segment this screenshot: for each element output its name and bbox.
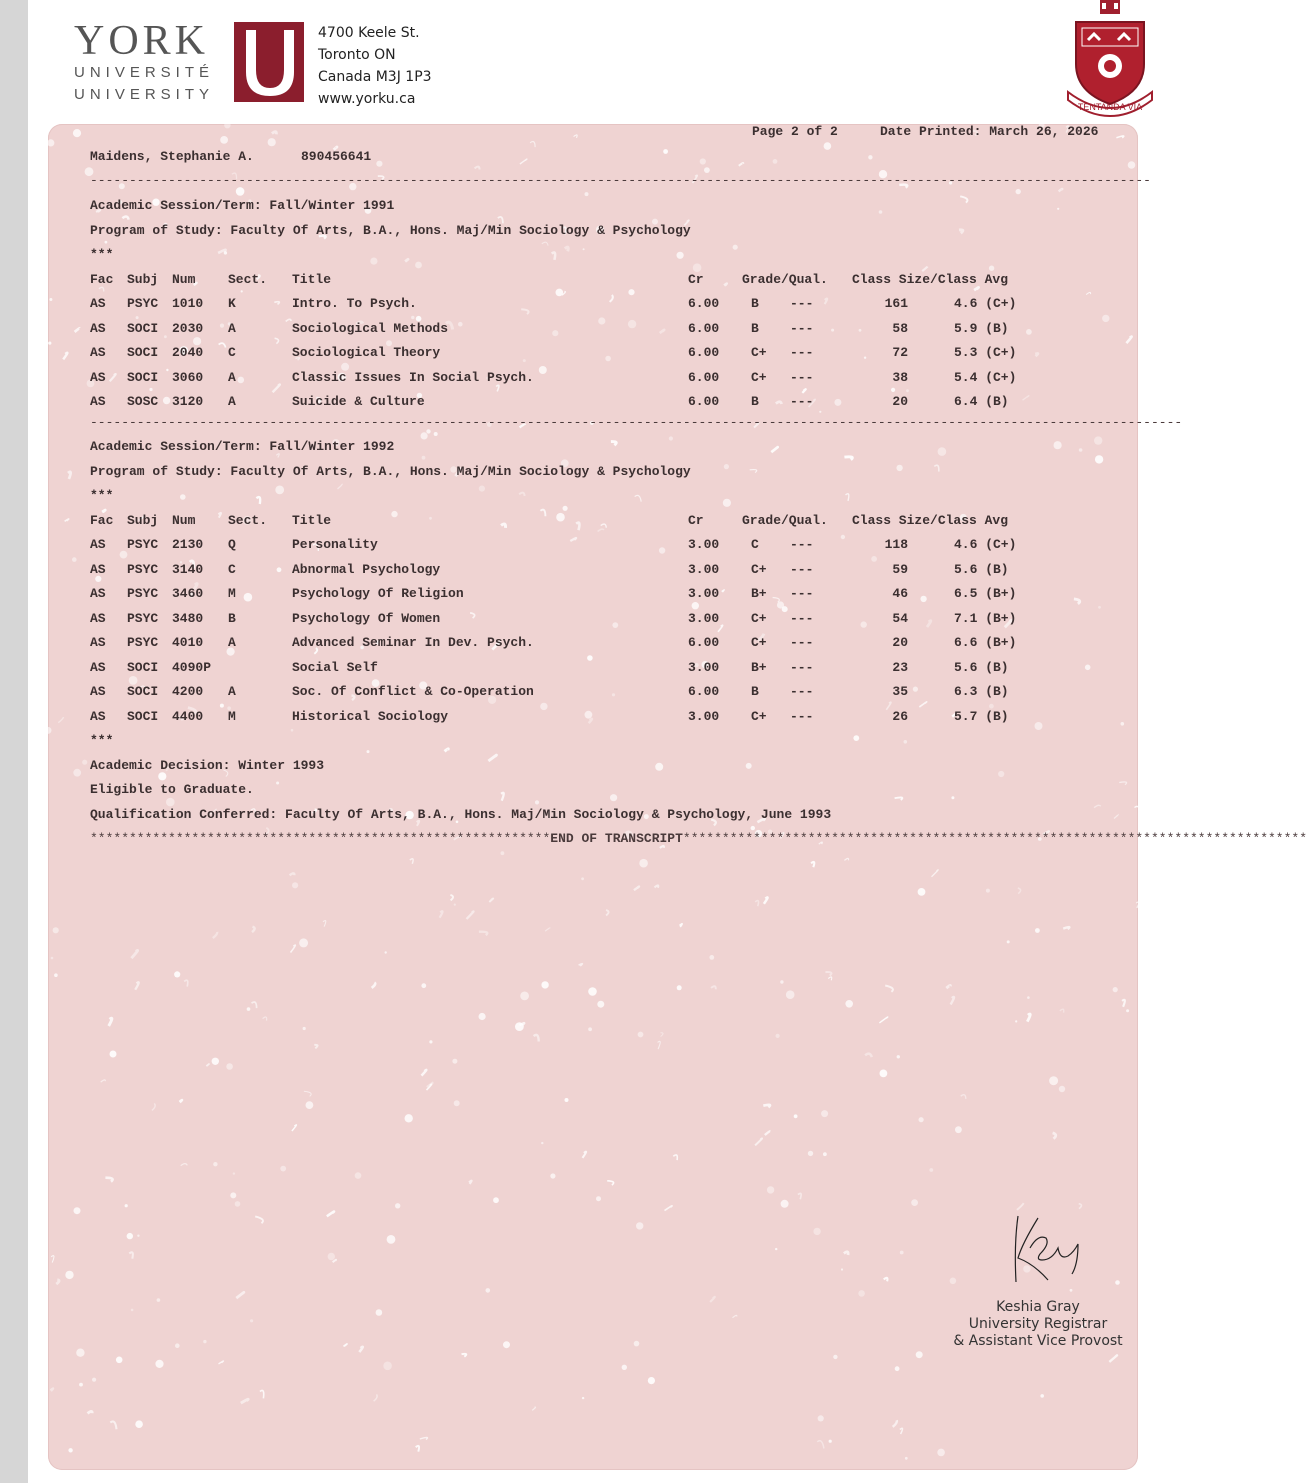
column-header: Cr [688, 271, 704, 287]
course-credit: 6.00 [688, 394, 720, 409]
course-class-avg: 7.1 (B+) [954, 610, 1017, 626]
course-fac: AS [90, 561, 106, 577]
course-fac: AS [90, 296, 106, 311]
address-line: Toronto ON [318, 47, 396, 63]
course-qual: --- [790, 708, 814, 724]
course-class-avg: 6.3 (B) [954, 684, 1009, 699]
course-qual: --- [790, 586, 814, 601]
session-term: Academic Session/Term: Fall/Winter 1992 [90, 439, 395, 454]
course-num: 4010 [172, 635, 204, 650]
address-line: 4700 Keele St. [318, 25, 420, 41]
course-class-size: 20 [892, 635, 908, 650]
course-title: Abnormal Psychology [292, 561, 441, 577]
course-credit: 3.00 [688, 561, 720, 577]
column-header: Cr [688, 512, 704, 528]
column-header: Class Size/Class Avg [852, 271, 1009, 287]
course-fac: AS [90, 345, 106, 360]
course-num: 3460 [172, 586, 204, 601]
course-fac: AS [90, 394, 106, 409]
course-class-size: 161 [884, 296, 908, 311]
course-qual: --- [790, 296, 814, 311]
transcript-paper [48, 124, 1307, 1470]
course-sect: C [228, 345, 236, 360]
course-class-avg: 4.6 (C+) [954, 296, 1017, 311]
crest-motto: TENTANDA VIA [1077, 102, 1143, 112]
course-subj: PSYC [127, 610, 159, 626]
course-class-avg: 6.4 (B) [954, 394, 1009, 409]
course-fac: AS [90, 537, 106, 552]
course-class-avg: 6.6 (B+) [954, 635, 1017, 650]
course-num: 4400 [172, 708, 204, 724]
column-header: Title [292, 271, 332, 287]
registrar-signature [978, 1204, 1098, 1294]
registrar-name: Keshia Gray [996, 1299, 1080, 1315]
course-qual: --- [790, 369, 814, 385]
course-credit: 6.00 [688, 320, 720, 336]
course-grade: C [751, 537, 759, 552]
course-grade: C+ [751, 345, 767, 360]
qualification-conferred: Qualification Conferred: Faculty Of Arts, B.A., Hons. Maj/Min Sociology & Psychology, June 1993 [90, 806, 832, 822]
course-credit: 6.00 [688, 684, 720, 699]
course-title: Historical Sociology [292, 708, 449, 724]
course-credit: 3.00 [688, 708, 720, 724]
course-class-size: 20 [892, 394, 908, 409]
course-num: 2040 [172, 345, 204, 360]
course-num: 3140 [172, 561, 204, 577]
registrar-title: & Assistant Vice Provost [953, 1333, 1123, 1349]
course-class-size: 23 [892, 659, 908, 675]
course-sect: A [228, 394, 236, 409]
course-class-avg: 5.4 (C+) [954, 369, 1017, 385]
university-crest-icon [1066, 0, 1154, 120]
course-qual: --- [790, 684, 814, 699]
course-sect: K [228, 296, 236, 311]
course-num: 1010 [172, 296, 204, 311]
course-title: Intro. To Psych. [292, 296, 417, 311]
course-credit: 3.00 [688, 659, 720, 675]
end-of-transcript-line: ***********************************************************END OF TRANSCRIPT******************************************************************************** [90, 831, 1307, 846]
course-credit: 6.00 [688, 345, 720, 360]
course-sect: A [228, 635, 236, 650]
column-header: Sect. [228, 271, 268, 287]
york-u-logo-icon [234, 22, 304, 102]
course-grade: B [751, 394, 759, 409]
course-title: Classic Issues In Social Psych. [292, 369, 534, 385]
course-subj: PSYC [127, 635, 159, 650]
section-marker: *** [90, 488, 114, 503]
address-line: www.yorku.ca [318, 91, 416, 107]
course-num: 2130 [172, 537, 204, 552]
course-fac: AS [90, 635, 106, 650]
course-grade: C+ [751, 635, 767, 650]
course-fac: AS [90, 610, 106, 626]
course-qual: --- [790, 561, 814, 577]
course-grade: C+ [751, 561, 767, 577]
section-marker: *** [90, 733, 114, 748]
course-num: 4090P [172, 659, 212, 675]
course-grade: B [751, 296, 759, 311]
course-sect: B [228, 610, 236, 626]
course-subj: PSYC [127, 296, 159, 311]
program-of-study: Program of Study: Faculty Of Arts, B.A., Hons. Maj/Min Sociology & Psychology [90, 222, 691, 238]
column-header: Grade/Qual. [742, 271, 828, 287]
course-class-size: 59 [892, 561, 908, 577]
course-class-avg: 6.5 (B+) [954, 586, 1017, 601]
column-header: Grade/Qual. [742, 512, 828, 528]
course-class-avg: 5.6 (B) [954, 561, 1009, 577]
course-class-avg: 5.7 (B) [954, 708, 1009, 724]
course-subj: SOCI [127, 684, 159, 699]
course-subj: SOCI [127, 659, 159, 675]
course-qual: --- [790, 610, 814, 626]
course-grade: C+ [751, 610, 767, 626]
course-qual: --- [790, 537, 814, 552]
course-subj: PSYC [127, 537, 159, 552]
course-title: Psychology Of Religion [292, 586, 464, 601]
column-header: Fac [90, 512, 114, 528]
course-fac: AS [90, 708, 106, 724]
course-subj: SOSC [127, 394, 159, 409]
course-title: Sociological Methods [292, 320, 449, 336]
course-subj: PSYC [127, 561, 159, 577]
course-title: Suicide & Culture [292, 394, 425, 409]
course-title: Personality [292, 537, 378, 552]
course-class-avg: 4.6 (C+) [954, 537, 1017, 552]
course-subj: PSYC [127, 586, 159, 601]
section-marker: *** [90, 247, 114, 262]
course-qual: --- [790, 635, 814, 650]
course-title: Psychology Of Women [292, 610, 441, 626]
student-name: Maidens, Stephanie A. [90, 149, 254, 164]
york-logo [74, 20, 224, 106]
registrar-title: University Registrar [968, 1316, 1108, 1332]
session-term: Academic Session/Term: Fall/Winter 1991 [90, 198, 395, 213]
york-logo-line1: UNIVERSITÉ [74, 64, 215, 81]
student-id: 890456641 [301, 149, 372, 164]
course-sect: A [228, 320, 236, 336]
course-grade: B+ [751, 659, 767, 675]
date-printed: Date Printed: March 26, 2026 [880, 124, 1099, 139]
course-subj: SOCI [127, 320, 159, 336]
course-subj: SOCI [127, 369, 159, 385]
course-sect: M [228, 586, 236, 601]
course-class-size: 38 [892, 369, 908, 385]
course-grade: B+ [751, 586, 767, 601]
course-num: 3120 [172, 394, 204, 409]
program-of-study: Program of Study: Faculty Of Arts, B.A., Hons. Maj/Min Sociology & Psychology [90, 463, 691, 479]
course-sect: M [228, 708, 236, 724]
course-credit: 3.00 [688, 537, 720, 552]
end-of-transcript-label: END OF TRANSCRIPT [550, 831, 683, 846]
column-header: Class Size/Class Avg [852, 512, 1009, 528]
university-address [318, 22, 432, 110]
dashed-rule: ---------------------------------------------------------------------------------------------------------------------------------------- [90, 173, 1151, 188]
column-header: Num [172, 512, 196, 528]
course-grade: B [751, 320, 759, 336]
course-qual: --- [790, 345, 814, 360]
course-class-avg: 5.9 (B) [954, 320, 1009, 336]
window-left-rail [0, 0, 28, 1483]
course-subj: SOCI [127, 708, 159, 724]
course-class-size: 26 [892, 708, 908, 724]
course-qual: --- [790, 659, 814, 675]
column-header: Sect. [228, 512, 268, 528]
course-title: Advanced Seminar In Dev. Psych. [292, 635, 534, 650]
column-header: Num [172, 271, 196, 287]
column-header: Fac [90, 271, 114, 287]
course-num: 3060 [172, 369, 204, 385]
course-credit: 6.00 [688, 296, 720, 311]
course-credit: 6.00 [688, 369, 720, 385]
york-logo-line2: UNIVERSITY [74, 86, 215, 103]
course-title: Soc. Of Conflict & Co-Operation [292, 684, 534, 699]
course-class-size: 72 [892, 345, 908, 360]
course-num: 3480 [172, 610, 204, 626]
course-sect: C [228, 561, 236, 577]
column-header: Subj [127, 512, 159, 528]
course-credit: 3.00 [688, 610, 720, 626]
course-qual: --- [790, 320, 814, 336]
course-sect: A [228, 684, 236, 699]
eligibility-status: Eligible to Graduate. [90, 782, 254, 797]
course-num: 4200 [172, 684, 204, 699]
course-sect: A [228, 369, 236, 385]
course-fac: AS [90, 684, 106, 699]
page-indicator: Page 2 of 2 [752, 124, 838, 139]
course-class-size: 46 [892, 586, 908, 601]
course-class-size: 54 [892, 610, 908, 626]
york-logo-word: YORK [74, 18, 210, 64]
course-fac: AS [90, 659, 106, 675]
course-grade: C+ [751, 369, 767, 385]
course-credit: 6.00 [688, 635, 720, 650]
dashed-rule: -------------------------------------------------------------------------------------------------------------------------------------------- [90, 414, 1183, 430]
address-line: Canada M3J 1P3 [318, 69, 432, 85]
course-fac: AS [90, 369, 106, 385]
registrar-signature-block [928, 1204, 1148, 1350]
course-qual: --- [790, 394, 814, 409]
course-fac: AS [90, 586, 106, 601]
column-header: Subj [127, 271, 159, 287]
course-subj: SOCI [127, 345, 159, 360]
course-num: 2030 [172, 320, 204, 336]
course-title: Social Self [292, 659, 378, 675]
course-sect: Q [228, 537, 236, 552]
course-grade: C+ [751, 708, 767, 724]
course-fac: AS [90, 320, 106, 336]
academic-decision: Academic Decision: Winter 1993 [90, 757, 325, 773]
course-class-avg: 5.6 (B) [954, 659, 1009, 675]
course-class-avg: 5.3 (C+) [954, 345, 1017, 360]
column-header: Title [292, 512, 332, 528]
course-credit: 3.00 [688, 586, 720, 601]
course-class-size: 35 [892, 684, 908, 699]
course-title: Sociological Theory [292, 345, 441, 360]
course-grade: B [751, 684, 759, 699]
course-class-size: 118 [884, 537, 908, 552]
course-class-size: 58 [892, 320, 908, 336]
